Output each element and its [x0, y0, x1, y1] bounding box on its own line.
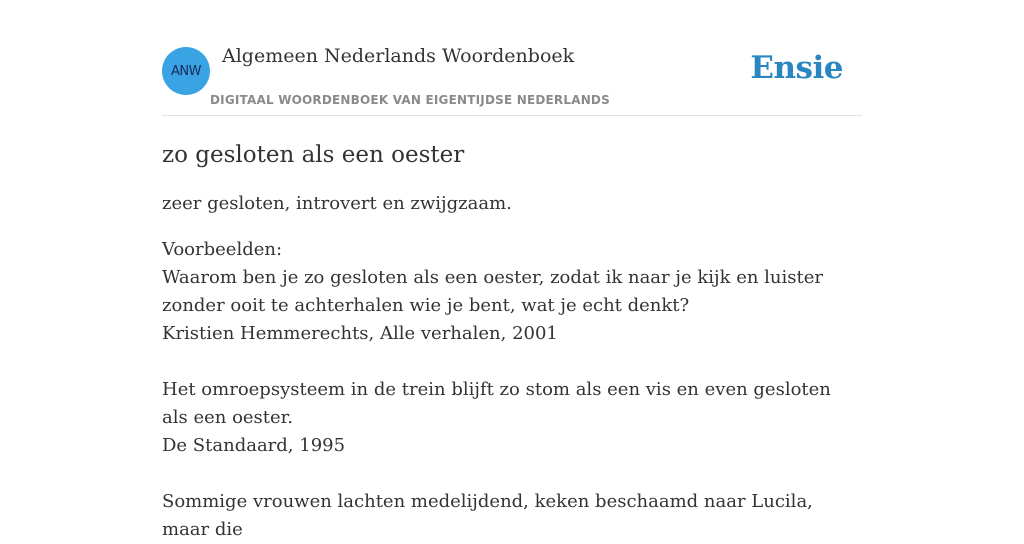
- entry-definition: zeer gesloten, introvert en zwijgzaam.: [162, 193, 512, 214]
- example-source: Kristien Hemmerechts, Alle verhalen, 2001: [162, 323, 558, 344]
- example-text: Waarom ben je zo gesloten als een oester, zodat ik naar je kijk en luister zonder ooit te achterhalen wie je bent, wat je echt denkt?: [162, 267, 823, 316]
- example-item: [162, 376, 862, 460]
- examples-label: Voorbeelden:: [162, 239, 283, 260]
- ensie-logo[interactable]: Ensie: [750, 50, 843, 86]
- example-item: [162, 488, 862, 544]
- example-text: Het omroepsysteem in de trein blijft zo stom als een vis en even gesloten als een oester.: [162, 379, 831, 428]
- anw-logo-text: ANW: [171, 63, 201, 79]
- example-text: Sommige vrouwen lachten medelijdend, keken beschaamd naar Lucila, maar die: [162, 491, 813, 540]
- site-header: [162, 0, 862, 116]
- example-item: [162, 264, 862, 348]
- site-subtitle: DIGITAAL WOORDENBOEK VAN EIGENTIJDSE NEDERLANDS: [210, 93, 610, 107]
- site-title[interactable]: Algemeen Nederlands Woordenboek: [222, 45, 575, 67]
- anw-logo[interactable]: [162, 47, 210, 95]
- examples-section: [162, 236, 862, 544]
- entry-content: [162, 116, 862, 544]
- page: [162, 0, 862, 544]
- example-source: De Standaard, 1995: [162, 435, 346, 456]
- entry-term: zo gesloten als een oester: [162, 142, 465, 168]
